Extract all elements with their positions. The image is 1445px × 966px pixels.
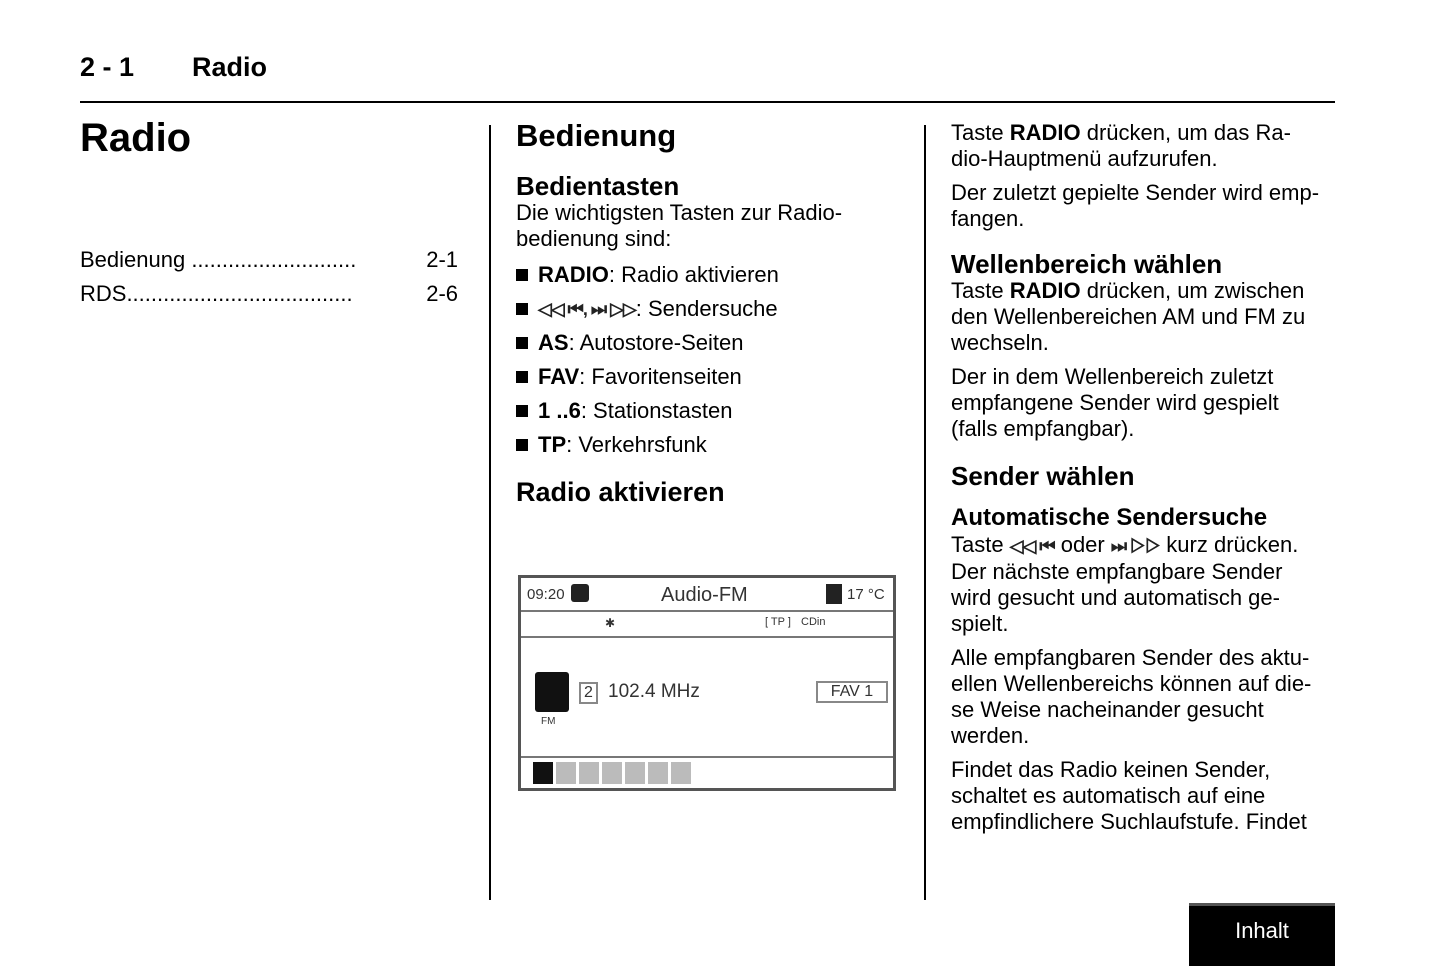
display-info-bar bbox=[521, 612, 893, 638]
bullet-icon bbox=[516, 371, 528, 383]
toc-label: Bedienung ........................... bbox=[80, 247, 357, 272]
heading-automatische-sendersuche: Automatische Sendersuche bbox=[951, 504, 1268, 531]
temperature: 17 °C bbox=[847, 586, 885, 603]
band-label: FM bbox=[541, 716, 556, 727]
heading-radio-aktivieren: Radio aktivieren bbox=[516, 477, 725, 507]
bullet-icon bbox=[516, 337, 528, 349]
list-item bbox=[516, 394, 906, 428]
seek-back-icon: ◁◁ ⏮ bbox=[1009, 536, 1055, 556]
key-name: RADIO bbox=[538, 262, 609, 287]
heading-bedientasten: Bedientasten bbox=[516, 171, 680, 201]
paragraph: Der in dem Wellenbereich zuletzt empfangene Sender wird gespielt (falls empfangbar). bbox=[951, 364, 1279, 441]
key-name: 1 ..6 bbox=[538, 398, 581, 423]
thermometer-icon bbox=[826, 584, 842, 604]
column-divider bbox=[924, 125, 926, 900]
display-menu-icons bbox=[533, 762, 694, 789]
radio-tower-icon bbox=[535, 672, 569, 712]
paragraph: Taste RADIO drücken, um zwischen den Wellenbereichen AM und FM zu wechseln. bbox=[951, 278, 1306, 355]
tp-indicator: [ TP ] bbox=[765, 616, 791, 628]
toc-page: 2-6 bbox=[426, 281, 458, 306]
paragraph: Taste ◁◁ ⏮ oder ⏭ ▷▷ kurz drücken. Der nächste empfangbare Sender wird gesucht und automatisch ge- spielt. bbox=[951, 532, 1299, 636]
header-rule bbox=[80, 101, 1335, 103]
clock-time: 09:20 bbox=[527, 586, 565, 603]
heading-bedienung: Bedienung bbox=[516, 118, 677, 153]
section-title: Radio bbox=[80, 116, 192, 160]
list-item bbox=[516, 326, 906, 360]
key-desc: : Stationstasten bbox=[580, 398, 733, 423]
sound-icon bbox=[625, 762, 645, 784]
fav-page: FAV 1 bbox=[816, 681, 888, 703]
key-desc: : Sendersuche bbox=[635, 296, 778, 321]
settings-icon bbox=[648, 762, 668, 784]
column-3 bbox=[951, 120, 1346, 835]
heading-sender-waehlen: Sender wählen bbox=[951, 461, 1135, 491]
heading-wellenbereich: Wellenbereich wählen bbox=[951, 249, 1223, 279]
chapter-title: Radio bbox=[192, 52, 268, 82]
paragraph: Findet das Radio keinen Sender, schaltet es automatisch auf eine empfindlichere Suchlaufstufe. Findet bbox=[951, 757, 1307, 834]
intro-text: Die wichtigsten Tasten zur Radio- bedienung sind: bbox=[516, 200, 843, 251]
list-item bbox=[516, 360, 906, 394]
toc-label: RDS..................................... bbox=[80, 281, 353, 306]
bullet-icon bbox=[516, 303, 528, 315]
navigation-icon bbox=[602, 762, 622, 784]
list-item bbox=[516, 428, 906, 462]
paragraph: Taste RADIO drücken, um das Ra- dio-Hauptmenü aufzurufen. bbox=[951, 120, 1291, 171]
toc-entry[interactable] bbox=[80, 247, 458, 281]
key-name: AS bbox=[538, 330, 569, 355]
cdin-indicator: CDin bbox=[801, 616, 826, 628]
key-desc: : Autostore-Seiten bbox=[568, 330, 744, 355]
toc-page: 2-1 bbox=[426, 247, 458, 272]
phone-icon bbox=[671, 762, 691, 784]
key-desc: : Radio aktivieren bbox=[608, 262, 779, 287]
cd-icon bbox=[556, 762, 576, 784]
column-1 bbox=[80, 116, 458, 315]
clock-icon bbox=[571, 584, 589, 602]
seek-forward-icon: ⏭ ▷▷ bbox=[1110, 536, 1161, 556]
display-main bbox=[521, 638, 893, 758]
radio-display-figure bbox=[518, 575, 896, 791]
toc-entry[interactable] bbox=[80, 281, 458, 315]
seek-icons: ◁◁ ⏮, ⏭ ▷▷ bbox=[538, 299, 636, 319]
bullet-icon bbox=[516, 405, 528, 417]
page-number: 2 - 1 bbox=[80, 52, 135, 82]
list-item bbox=[516, 258, 906, 292]
bullet-icon bbox=[516, 269, 528, 281]
paragraph: Der zuletzt gepielte Sender wird emp- fangen. bbox=[951, 180, 1320, 231]
radio-icon bbox=[533, 762, 553, 784]
preset-number: 2 bbox=[579, 682, 598, 704]
display-title: Audio-FM bbox=[661, 584, 748, 606]
column-2 bbox=[516, 118, 906, 506]
list-item bbox=[516, 292, 906, 326]
paragraph: Alle empfangbaren Sender des aktu- ellen Wellenbereichs können auf die- se Weise nacheinander gesucht werden. bbox=[951, 645, 1312, 748]
frequency: 102.4 MHz bbox=[608, 681, 700, 702]
aux-icon bbox=[579, 762, 599, 784]
column-divider bbox=[489, 125, 491, 900]
bullet-icon bbox=[516, 439, 528, 451]
display-status-bar bbox=[521, 578, 893, 612]
key-name: FAV bbox=[538, 364, 580, 389]
key-list bbox=[516, 258, 906, 462]
key-desc: : Favoritenseiten bbox=[579, 364, 742, 389]
contents-button[interactable]: Inhalt bbox=[1189, 903, 1335, 966]
key-desc: : Verkehrsfunk bbox=[566, 432, 707, 457]
bluetooth-icon: ✱ bbox=[605, 616, 616, 630]
key-name: TP bbox=[538, 432, 567, 457]
